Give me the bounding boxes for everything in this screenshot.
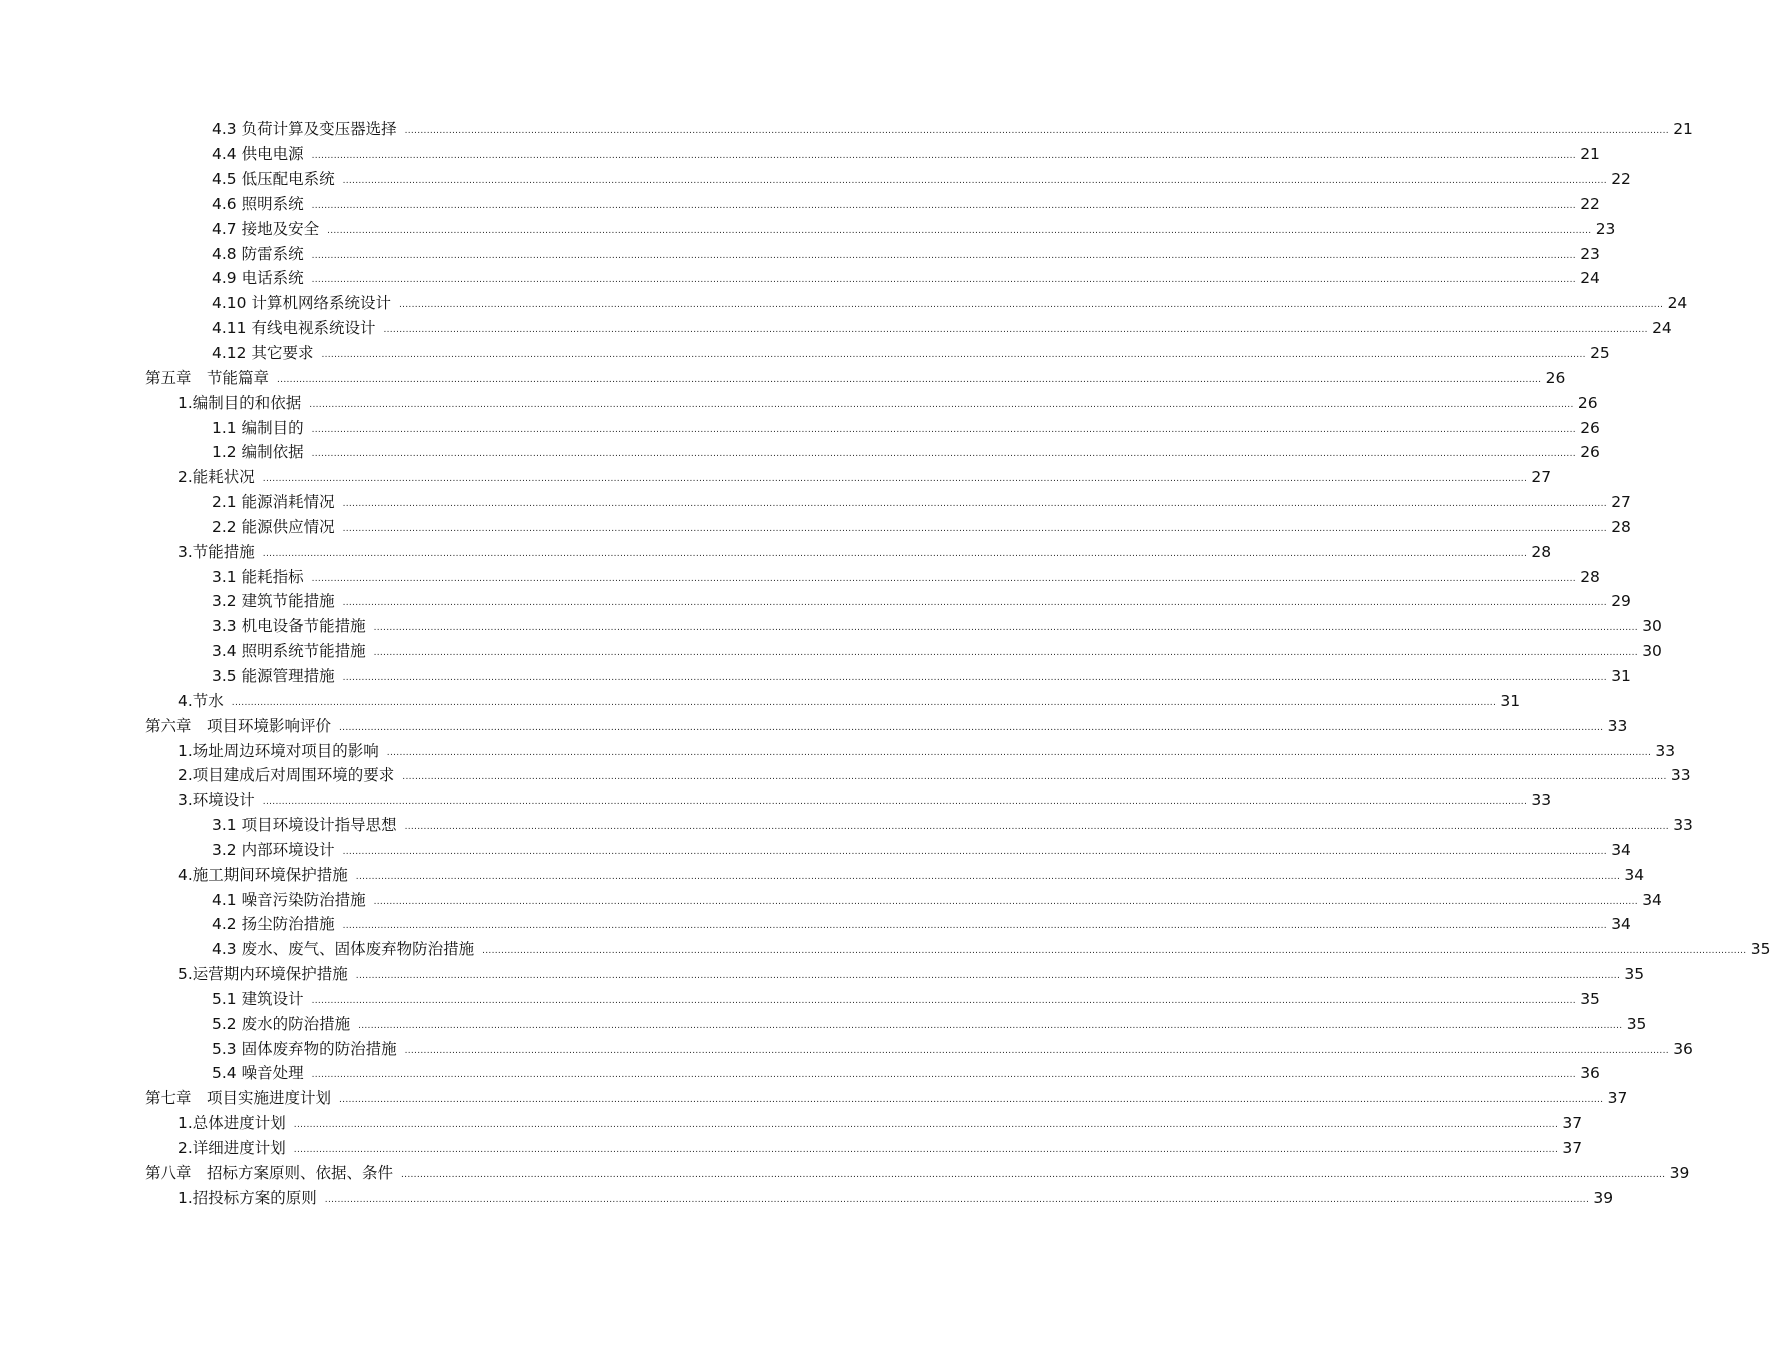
toc-entry-page-number: 26 [1577,393,1598,412]
toc-dot-leader: ................................................................................................................................................................................................................................................................................................................................................................................................................ [311,449,1576,460]
toc-entry-page-number: 33 [1673,816,1693,835]
toc-entry-label: 4.8 防雷系统 [212,244,304,263]
toc-entry-page-number: 35 [1750,940,1770,959]
toc-entry [178,788,1552,813]
toc-dot-leader: ................................................................................................................................................................................................................................................................................................................................................................................................................ [293,1120,1559,1131]
toc-entry [212,316,1672,341]
toc-entry [212,117,1693,142]
toc-entry-label: 2.2 能源供应情况 [212,517,335,536]
toc-entry-page-number: 35 [1624,965,1645,984]
toc-dot-leader: ................................................................................................................................................................................................................................................................................................................................................................................................................ [311,275,1576,286]
toc-entry-label: 3.节能措施 [178,542,255,561]
toc-entry [212,415,1600,440]
toc-entry-page-number: 26 [1580,443,1600,462]
toc-entry [212,837,1631,862]
toc-entry-label: 3.2 内部环境设计 [212,840,335,859]
toc-entry [145,1160,1690,1185]
toc-dot-leader: ................................................................................................................................................................................................................................................................................................................................................................................................................ [355,871,1621,882]
toc-entry-label: 2.项目建成后对周围环境的要求 [178,766,395,785]
toc-entry-label: 4.2 扬尘防治措施 [212,915,335,934]
toc-dot-leader: ................................................................................................................................................................................................................................................................................................................................................................................................................ [355,971,1621,982]
toc-entry-page-number: 34 [1642,890,1662,909]
toc-dot-leader: ................................................................................................................................................................................................................................................................................................................................................................................................................ [404,126,1669,137]
toc-entry-label: 1.2 编制依据 [212,443,304,462]
toc-entry-page-number: 30 [1642,642,1662,661]
toc-entry [212,1011,1647,1036]
toc-entry-label: 4.10 计算机网络系统设计 [212,294,391,313]
toc-entry-page-number: 35 [1626,1014,1647,1033]
toc-entry-label: 3.环境设计 [178,791,255,810]
toc-entry-page-number: 28 [1531,542,1552,561]
table-of-contents [0,117,1770,1210]
toc-entry-label: 4.5 低压配电系统 [212,170,335,189]
toc-entry-page-number: 25 [1590,344,1610,363]
toc-entry-label: 4.3 负荷计算及变压器选择 [212,120,397,139]
toc-entry [178,539,1552,564]
toc-dot-leader: ................................................................................................................................................................................................................................................................................................................................................................................................................ [373,896,1638,907]
toc-entry [178,390,1598,415]
toc-entry-label: 3.1 能耗指标 [212,567,304,586]
toc-entry-page-number: 30 [1642,617,1662,636]
toc-entry-page-number: 21 [1673,120,1693,139]
toc-dot-leader: ................................................................................................................................................................................................................................................................................................................................................................................................................ [404,1045,1669,1056]
toc-entry-page-number: 34 [1624,865,1645,884]
toc-entry [212,564,1600,589]
toc-entry-page-number: 28 [1611,517,1631,536]
toc-dot-leader: ................................................................................................................................................................................................................................................................................................................................................................................................................ [342,523,1607,534]
toc-dot-leader: ................................................................................................................................................................................................................................................................................................................................................................................................................ [262,474,1528,485]
toc-entry-page-number: 33 [1531,791,1552,810]
toc-entry-page-number: 26 [1545,368,1566,387]
toc-dot-leader: ................................................................................................................................................................................................................................................................................................................................................................................................................ [324,1194,1590,1205]
toc-entry [212,241,1600,266]
toc-entry-label: 第八章 招标方案原则、依据、条件 [145,1163,394,1182]
toc-entry-label: 4.7 接地及安全 [212,219,320,238]
toc-entry [212,664,1631,689]
toc-entry [212,490,1631,515]
toc-dot-leader: ................................................................................................................................................................................................................................................................................................................................................................................................................ [482,946,1747,957]
toc-entry-label: 4.9 电话系统 [212,269,304,288]
toc-entry-label: 第六章 项目环境影响评价 [145,716,332,735]
toc-entry-label: 5.4 噪音处理 [212,1064,304,1083]
toc-entry-page-number: 39 [1669,1163,1690,1182]
toc-entry [145,365,1566,390]
toc-entry-label: 2.详细进度计划 [178,1139,286,1158]
toc-entry-label: 1.招投标方案的原则 [178,1188,317,1207]
toc-entry-label: 4.节水 [178,691,224,710]
toc-entry-label: 5.3 固体废弃物的防治措施 [212,1039,397,1058]
toc-entry-page-number: 33 [1655,741,1676,760]
toc-dot-leader: ................................................................................................................................................................................................................................................................................................................................................................................................................ [311,250,1576,261]
toc-entry-label: 3.4 照明系统节能措施 [212,642,366,661]
toc-dot-leader: ................................................................................................................................................................................................................................................................................................................................................................................................................ [311,424,1576,435]
toc-dot-leader: ................................................................................................................................................................................................................................................................................................................................................................................................................ [373,648,1638,659]
toc-entry-label: 1.1 编制目的 [212,418,304,437]
toc-entry-label: 第七章 项目实施进度计划 [145,1089,332,1108]
toc-entry-page-number: 23 [1595,219,1616,238]
toc-dot-leader: ................................................................................................................................................................................................................................................................................................................................................................................................................ [342,672,1607,683]
toc-entry [178,465,1552,490]
toc-entry-label: 5.运营期内环境保护措施 [178,965,348,984]
toc-entry-page-number: 22 [1611,170,1631,189]
toc-entry-page-number: 24 [1652,319,1672,338]
toc-entry-label: 3.2 建筑节能措施 [212,592,335,611]
toc-dot-leader: ................................................................................................................................................................................................................................................................................................................................................................................................................ [373,623,1638,634]
toc-dot-leader: ................................................................................................................................................................................................................................................................................................................................................................................................................ [293,1145,1559,1156]
toc-entry-label: 4.施工期间环境保护措施 [178,865,348,884]
toc-entry-label: 5.1 建筑设计 [212,989,304,1008]
toc-entry-page-number: 37 [1562,1114,1583,1133]
toc-entry [212,291,1688,316]
toc-entry-label: 4.1 噪音污染防治措施 [212,890,366,909]
toc-entry [212,440,1600,465]
toc-entry [145,1086,1628,1111]
toc-entry [178,763,1691,788]
toc-dot-leader: ................................................................................................................................................................................................................................................................................................................................................................................................................ [311,200,1576,211]
toc-entry [212,167,1631,192]
toc-dot-leader: ................................................................................................................................................................................................................................................................................................................................................................................................................ [383,325,1648,336]
toc-entry-page-number: 34 [1611,840,1631,859]
toc-entry [178,862,1645,887]
toc-dot-leader: ................................................................................................................................................................................................................................................................................................................................................................................................................ [342,921,1607,932]
toc-entry-page-number: 33 [1670,766,1691,785]
toc-entry-page-number: 26 [1580,418,1600,437]
toc-entry [212,515,1631,540]
toc-dot-leader: ................................................................................................................................................................................................................................................................................................................................................................................................................ [311,573,1576,584]
toc-dot-leader: ................................................................................................................................................................................................................................................................................................................................................................................................................ [311,995,1576,1006]
toc-entry-label: 3.3 机电设备节能措施 [212,617,366,636]
toc-dot-leader: ................................................................................................................................................................................................................................................................................................................................................................................................................ [342,598,1607,609]
toc-entry-page-number: 31 [1500,691,1521,710]
toc-dot-leader: ................................................................................................................................................................................................................................................................................................................................................................................................................ [342,499,1607,510]
toc-dot-leader: ................................................................................................................................................................................................................................................................................................................................................................................................................ [262,548,1528,559]
toc-dot-leader: ................................................................................................................................................................................................................................................................................................................................................................................................................ [402,772,1667,783]
toc-entry-label: 4.4 供电电源 [212,145,304,164]
toc-dot-leader: ................................................................................................................................................................................................................................................................................................................................................................................................................ [339,1095,1604,1106]
toc-entry [178,1136,1583,1161]
toc-entry [212,142,1600,167]
toc-entry [212,639,1662,664]
toc-entry [212,887,1662,912]
toc-dot-leader: ................................................................................................................................................................................................................................................................................................................................................................................................................ [401,1169,1666,1180]
toc-entry [178,1111,1583,1136]
toc-entry-label: 2.能耗状况 [178,468,255,487]
toc-entry [212,1061,1600,1086]
toc-dot-leader: ................................................................................................................................................................................................................................................................................................................................................................................................................ [311,1070,1576,1081]
toc-entry [212,912,1631,937]
toc-entry-page-number: 39 [1593,1188,1614,1207]
toc-entry [178,1185,1614,1210]
toc-entry-page-number: 27 [1611,493,1631,512]
toc-dot-leader: ................................................................................................................................................................................................................................................................................................................................................................................................................ [339,722,1604,733]
toc-entry-label: 4.12 其它要求 [212,344,314,363]
toc-entry [212,266,1600,291]
toc-entry-label: 5.2 废水的防治措施 [212,1014,351,1033]
toc-entry-label: 4.11 有线电视系统设计 [212,319,376,338]
toc-entry-page-number: 23 [1580,244,1600,263]
toc-entry-page-number: 29 [1611,592,1631,611]
toc-entry-label: 4.3 废水、废气、固体废弃物防治措施 [212,940,475,959]
toc-entry-page-number: 21 [1580,145,1600,164]
toc-dot-leader: ................................................................................................................................................................................................................................................................................................................................................................................................................ [231,697,1497,708]
toc-entry [178,962,1645,987]
toc-entry-label: 1.编制目的和依据 [178,393,302,412]
toc-dot-leader: ................................................................................................................................................................................................................................................................................................................................................................................................................ [404,822,1669,833]
toc-dot-leader: ................................................................................................................................................................................................................................................................................................................................................................................................................ [358,1020,1623,1031]
toc-dot-leader: ................................................................................................................................................................................................................................................................................................................................................................................................................ [342,176,1607,187]
toc-entry [212,192,1600,217]
toc-entry-page-number: 36 [1580,1064,1600,1083]
toc-dot-leader: ................................................................................................................................................................................................................................................................................................................................................................................................................ [342,846,1607,857]
toc-entry [212,813,1693,838]
toc-dot-leader: ................................................................................................................................................................................................................................................................................................................................................................................................................ [277,374,1542,385]
toc-entry-page-number: 37 [1607,1089,1628,1108]
toc-entry-page-number: 34 [1611,915,1631,934]
toc-entry-label: 1.总体进度计划 [178,1114,286,1133]
toc-entry [212,1036,1693,1061]
toc-dot-leader: ................................................................................................................................................................................................................................................................................................................................................................................................................ [386,747,1652,758]
toc-entry [178,738,1676,763]
toc-entry [178,688,1521,713]
toc-entry-label: 1.场址周边环境对项目的影响 [178,741,379,760]
toc-entry-page-number: 24 [1580,269,1600,288]
toc-entry [212,341,1610,366]
toc-entry-label: 3.5 能源管理措施 [212,666,335,685]
toc-entry [212,614,1662,639]
toc-entry-label: 2.1 能源消耗情况 [212,493,335,512]
toc-entry-page-number: 28 [1580,567,1600,586]
toc-entry-page-number: 24 [1667,294,1688,313]
toc-entry-label: 第五章 节能篇章 [145,368,270,387]
toc-entry-page-number: 31 [1611,666,1631,685]
toc-dot-leader: ................................................................................................................................................................................................................................................................................................................................................................................................................ [309,399,1574,410]
toc-entry [212,987,1600,1012]
toc-dot-leader: ................................................................................................................................................................................................................................................................................................................................................................................................................ [311,151,1576,162]
toc-dot-leader: ................................................................................................................................................................................................................................................................................................................................................................................................................ [327,225,1592,236]
toc-entry-page-number: 36 [1673,1039,1693,1058]
toc-entry-page-number: 27 [1531,468,1552,487]
toc-entry-page-number: 33 [1607,716,1628,735]
toc-entry-label: 4.6 照明系统 [212,194,304,213]
toc-entry-label: 3.1 项目环境设计指导思想 [212,816,397,835]
toc-dot-leader: ................................................................................................................................................................................................................................................................................................................................................................................................................ [398,300,1664,311]
toc-dot-leader: ................................................................................................................................................................................................................................................................................................................................................................................................................ [321,350,1586,361]
toc-entry [212,589,1631,614]
toc-entry [145,713,1628,738]
toc-entry-page-number: 22 [1580,194,1600,213]
toc-entry-page-number: 35 [1580,989,1600,1008]
toc-entry-page-number: 37 [1562,1139,1583,1158]
toc-dot-leader: ................................................................................................................................................................................................................................................................................................................................................................................................................ [262,797,1528,808]
toc-entry [212,937,1770,962]
toc-entry [212,216,1616,241]
